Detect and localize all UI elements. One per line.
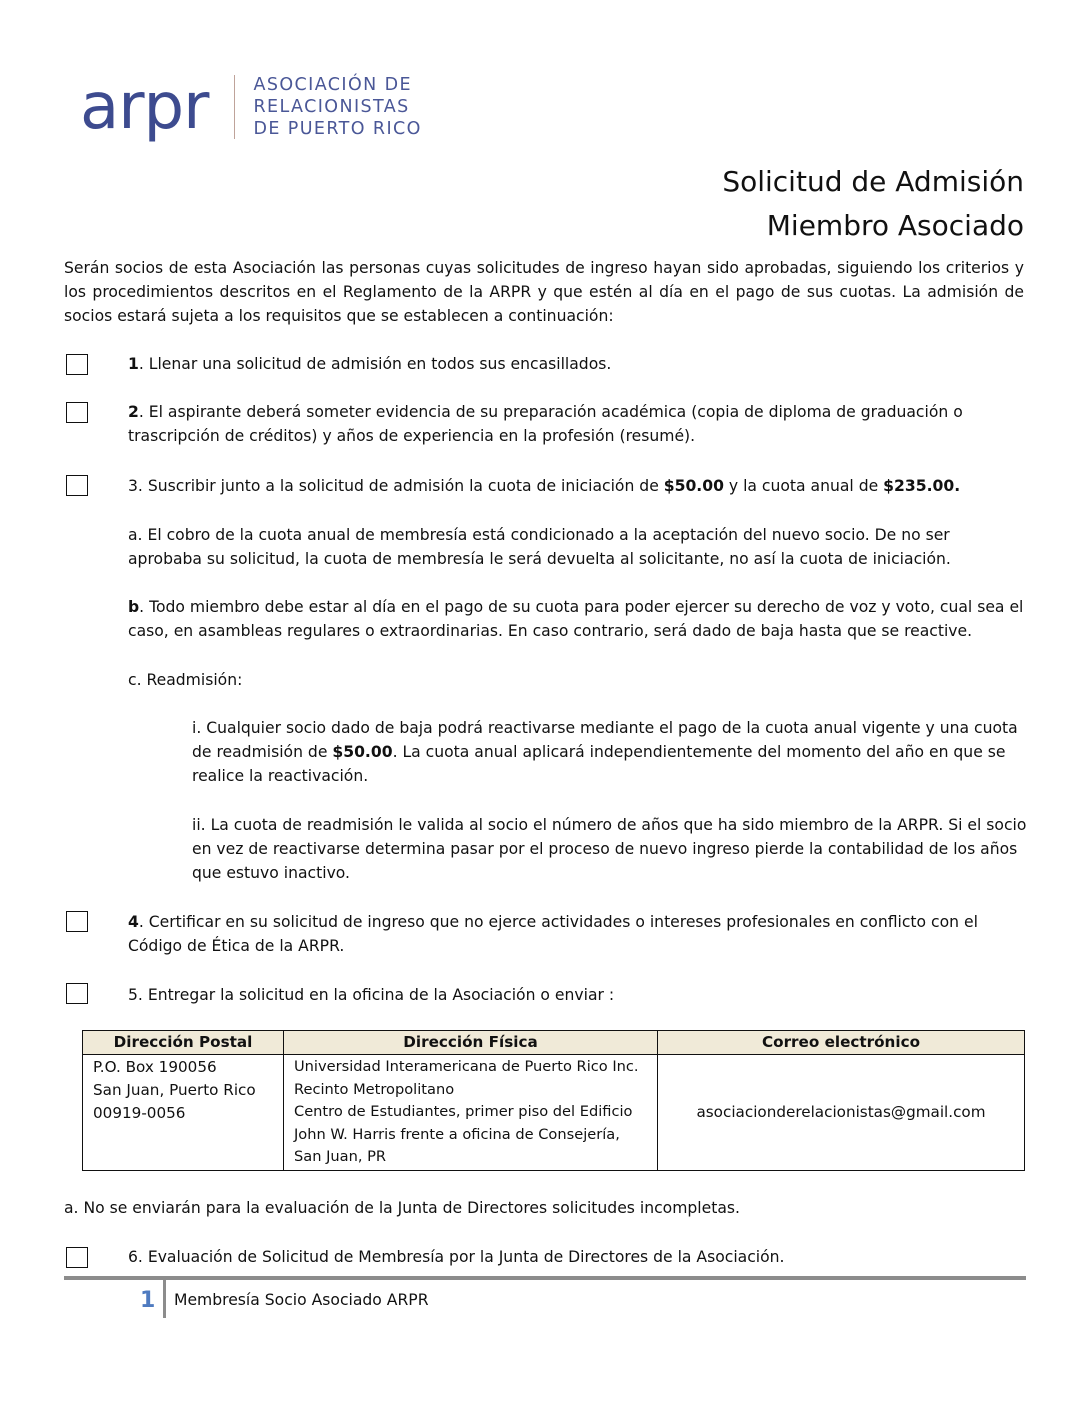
fisica-line: Universidad Interamericana de Puerto Rico Inc.: [294, 1058, 639, 1075]
fee-amount: $50.00: [332, 743, 393, 761]
footer-separator: [163, 1280, 166, 1318]
email-link[interactable]: asociacionderelacionistas@gmail.com: [696, 1102, 986, 1121]
address-table: [82, 1030, 1025, 1171]
item-text: y la cuota anual de: [723, 477, 884, 495]
logo-mark: arpr: [80, 70, 209, 144]
title-line: Miembro Asociado: [766, 209, 1024, 242]
checkbox-item-1[interactable]: [66, 354, 88, 375]
title-line: Solicitud de Admisión: [722, 165, 1024, 198]
requirement-3b: [128, 595, 1028, 643]
item-text: . Llenar una solicitud de admisión en todos sus encasillados.: [138, 355, 612, 373]
fisica-line: Centro de Estudiantes, primer piso del Edificio: [294, 1103, 633, 1120]
checkbox-item-2[interactable]: [66, 402, 88, 423]
table-header-row: [83, 1031, 1025, 1055]
item-text: 3. Suscribir junto a la solicitud de admisión la cuota de iniciación de: [128, 477, 664, 495]
header-email: Correo electrónico: [658, 1031, 1025, 1055]
item-number: 1: [128, 355, 139, 373]
logo-text-line: RELACIONISTAS: [253, 97, 410, 117]
fee-amount: $235.00.: [883, 477, 961, 495]
sub-text: . La cuota anual aplicará independientemente del momento del año en que se realice la reactivación.: [192, 743, 1006, 785]
document-title: [722, 160, 1024, 248]
incomplete-note: a. No se enviarán para la evaluación de la Junta de Directores solicitudes incompletas.: [64, 1199, 740, 1217]
sub-text: i. Cualquier socio dado de baja podrá reactivarse mediante el pago de la cuota anual vigente y una cuota de readmisión de: [192, 719, 1018, 761]
requirement-3: [128, 474, 1028, 498]
checkbox-item-4[interactable]: [66, 911, 88, 932]
fisica-line: Recinto Metropolitano: [294, 1080, 455, 1098]
requirement-3c-i: [192, 716, 1027, 788]
item-text: . Certificar en su solicitud de ingreso que no ejerce actividades o intereses profesionales en conflicto con el Código de Ética de la ARPR.: [128, 913, 978, 955]
fisica-line: San Juan, PR: [294, 1148, 387, 1165]
logo-text-line: DE PUERTO RICO: [253, 119, 422, 139]
requirement-4: [128, 910, 1028, 958]
sub-text: . Todo miembro debe estar al día en el pago de su cuota para poder ejercer su derecho de voz y voto, cual sea el caso, en asambleas regulares o extraordinarias. En caso contrario, será dado de baja hasta que se reactive.: [128, 598, 1024, 640]
item-text: . El aspirante deberá someter evidencia de su preparación académica (copia de diploma de graduación o trascripción de créditos) y años de experiencia en la profesión (resumé).: [128, 403, 963, 445]
footer-rule: [64, 1276, 1026, 1280]
footer-text: Membresía Socio Asociado ARPR: [174, 1291, 429, 1309]
page-number: 1: [140, 1288, 156, 1313]
arpr-logo: [80, 70, 422, 144]
item-number: 4: [128, 913, 139, 931]
requirement-1: [128, 352, 1028, 376]
fee-amount: $50.00: [663, 477, 724, 495]
item-number: 2: [128, 403, 139, 421]
requirement-3c-ii: ii. La cuota de readmisión le valida al socio el número de años que ha sido miembro de la ARPR. Si el socio en vez de reactivarse determina pasar por el proceso de nuevo ingreso pierde la contabilidad de los años que estuvo inactivo.: [192, 816, 1027, 882]
requirement-2: [128, 400, 1028, 448]
postal-line: San Juan, Puerto Rico: [93, 1081, 256, 1099]
intro-paragraph: Serán socios de esta Asociación las personas cuyas solicitudes de ingreso hayan sido aprobadas, siguiendo los criterios y los procedimientos descritos en el Reglamento de la ARPR y que estén al día en el pago de sus cuotas. La admisión de socios estará sujeta a los requisitos que se establecen a continuación:: [64, 259, 1024, 325]
checkbox-item-3[interactable]: [66, 475, 88, 496]
header-postal: Dirección Postal: [83, 1031, 284, 1055]
table-row: [83, 1055, 1025, 1171]
sub-label: b: [128, 598, 140, 616]
header-fisica: Dirección Física: [284, 1031, 658, 1055]
cell-postal: [83, 1055, 284, 1171]
requirement-3c: c. Readmisión:: [128, 671, 243, 689]
cell-email: [658, 1055, 1025, 1171]
checkbox-item-5[interactable]: [66, 983, 88, 1004]
postal-line: 00919-0056: [93, 1104, 186, 1122]
cell-fisica: [284, 1055, 658, 1171]
checkbox-item-6[interactable]: [66, 1247, 88, 1268]
requirement-5: 5. Entregar la solicitud en la oficina de la Asociación o enviar :: [128, 986, 615, 1004]
requirement-3a: a. El cobro de la cuota anual de membresía está condicionado a la aceptación del nuevo socio. De no ser aprobaba su solicitud, la cuota de membresía le será devuelta al solicitante, no así la cuota de iniciación.: [128, 526, 951, 568]
postal-line: P.O. Box 190056: [93, 1058, 217, 1076]
logo-divider: [234, 75, 235, 139]
logo-text-line: ASOCIACIÓN DE: [253, 75, 412, 95]
fisica-line: John W. Harris frente a oficina de Consejería,: [294, 1125, 620, 1143]
requirement-6: 6. Evaluación de Solicitud de Membresía por la Junta de Directores de la Asociación.: [128, 1248, 785, 1266]
logo-text: [253, 74, 421, 140]
